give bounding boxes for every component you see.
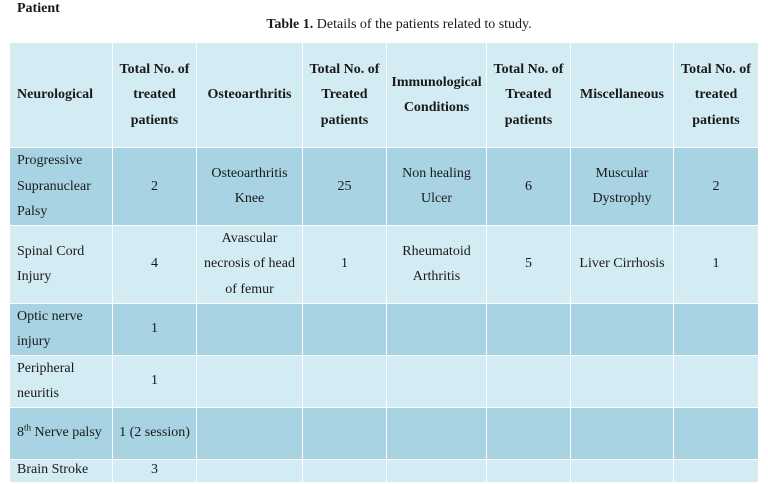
table-cell: [487, 303, 571, 355]
table-cell: [674, 303, 759, 355]
table-cell: [197, 303, 303, 355]
header-total-miscellaneous: Total No. of treated patients: [674, 43, 759, 148]
table-cell: 1: [113, 355, 197, 407]
table-cell: Spinal Cord Injury: [10, 225, 113, 303]
table-cell: [487, 459, 571, 482]
table-cell: [487, 355, 571, 407]
table-cell: 3: [113, 459, 197, 482]
table-cell: [571, 407, 674, 459]
table-cell: [197, 459, 303, 482]
table-cell: 1: [113, 303, 197, 355]
caption-label: Table 1.: [266, 17, 314, 32]
header-total-osteoarthritis: Total No. of Treated patients: [303, 43, 387, 148]
table-cell: Optic nerve injury: [10, 303, 113, 355]
table-cell: [571, 459, 674, 482]
table-cell: 5: [487, 225, 571, 303]
table-row: [10, 225, 759, 303]
table-cell: [571, 355, 674, 407]
patients-table: [9, 42, 759, 483]
table-row: [10, 407, 759, 459]
header-total-neurological: Total No. of treated patients: [113, 43, 197, 148]
table-cell: [387, 355, 487, 407]
table-cell: 2: [674, 148, 759, 226]
table-cell: Rheumatoid Arthritis: [387, 225, 487, 303]
table-cell: [197, 407, 303, 459]
table-row: [10, 303, 759, 355]
table-cell: [303, 459, 387, 482]
header-miscellaneous: Miscellaneous: [571, 43, 674, 148]
table-cell: Avascular necrosis of head of femur: [197, 225, 303, 303]
table-cell: [387, 303, 487, 355]
table-cell: [487, 407, 571, 459]
header-neurological: Neurological: [10, 43, 113, 148]
table-cell: [303, 303, 387, 355]
table-row: [10, 148, 759, 226]
table-cell: 1: [674, 225, 759, 303]
header-immunological: Immunological Conditions: [387, 43, 487, 148]
table-row: [10, 459, 759, 482]
table-cell: [674, 407, 759, 459]
table-caption: [0, 17, 768, 33]
table-cell: Osteoarthritis Knee: [197, 148, 303, 226]
table-cell: Brain Stroke: [10, 459, 113, 482]
ordinal-number: 8: [17, 425, 24, 441]
table-cell: 2: [113, 148, 197, 226]
section-heading: Patient: [17, 1, 60, 16]
table-cell: [674, 355, 759, 407]
caption-text: Details of the patients related to study.: [313, 17, 532, 32]
table-cell: Non healing Ulcer: [387, 148, 487, 226]
nerve-palsy-text: Nerve palsy: [31, 425, 102, 441]
table-cell: [387, 459, 487, 482]
table-header-row: [10, 43, 759, 148]
header-osteoarthritis: Osteoarthritis: [197, 43, 303, 148]
table-cell: 1: [303, 225, 387, 303]
table-cell-nerve-palsy: [10, 407, 113, 459]
table-cell: Muscular Dystrophy: [571, 148, 674, 226]
ordinal-suffix: th: [24, 422, 32, 433]
table-cell: 25: [303, 148, 387, 226]
table-cell: [387, 407, 487, 459]
table-cell: [674, 459, 759, 482]
table-cell: [303, 407, 387, 459]
table-cell: Liver Cirrhosis: [571, 225, 674, 303]
table-cell: Progressive Supranuclear Palsy: [10, 148, 113, 226]
header-total-immunological: Total No. of Treated patients: [487, 43, 571, 148]
table-row: [10, 355, 759, 407]
table-cell: 4: [113, 225, 197, 303]
table-cell: Peripheral neuritis: [10, 355, 113, 407]
table-cell: [197, 355, 303, 407]
table-cell: [303, 355, 387, 407]
table-cell: 1 (2 session): [113, 407, 197, 459]
table-cell: [571, 303, 674, 355]
table-cell: 6: [487, 148, 571, 226]
